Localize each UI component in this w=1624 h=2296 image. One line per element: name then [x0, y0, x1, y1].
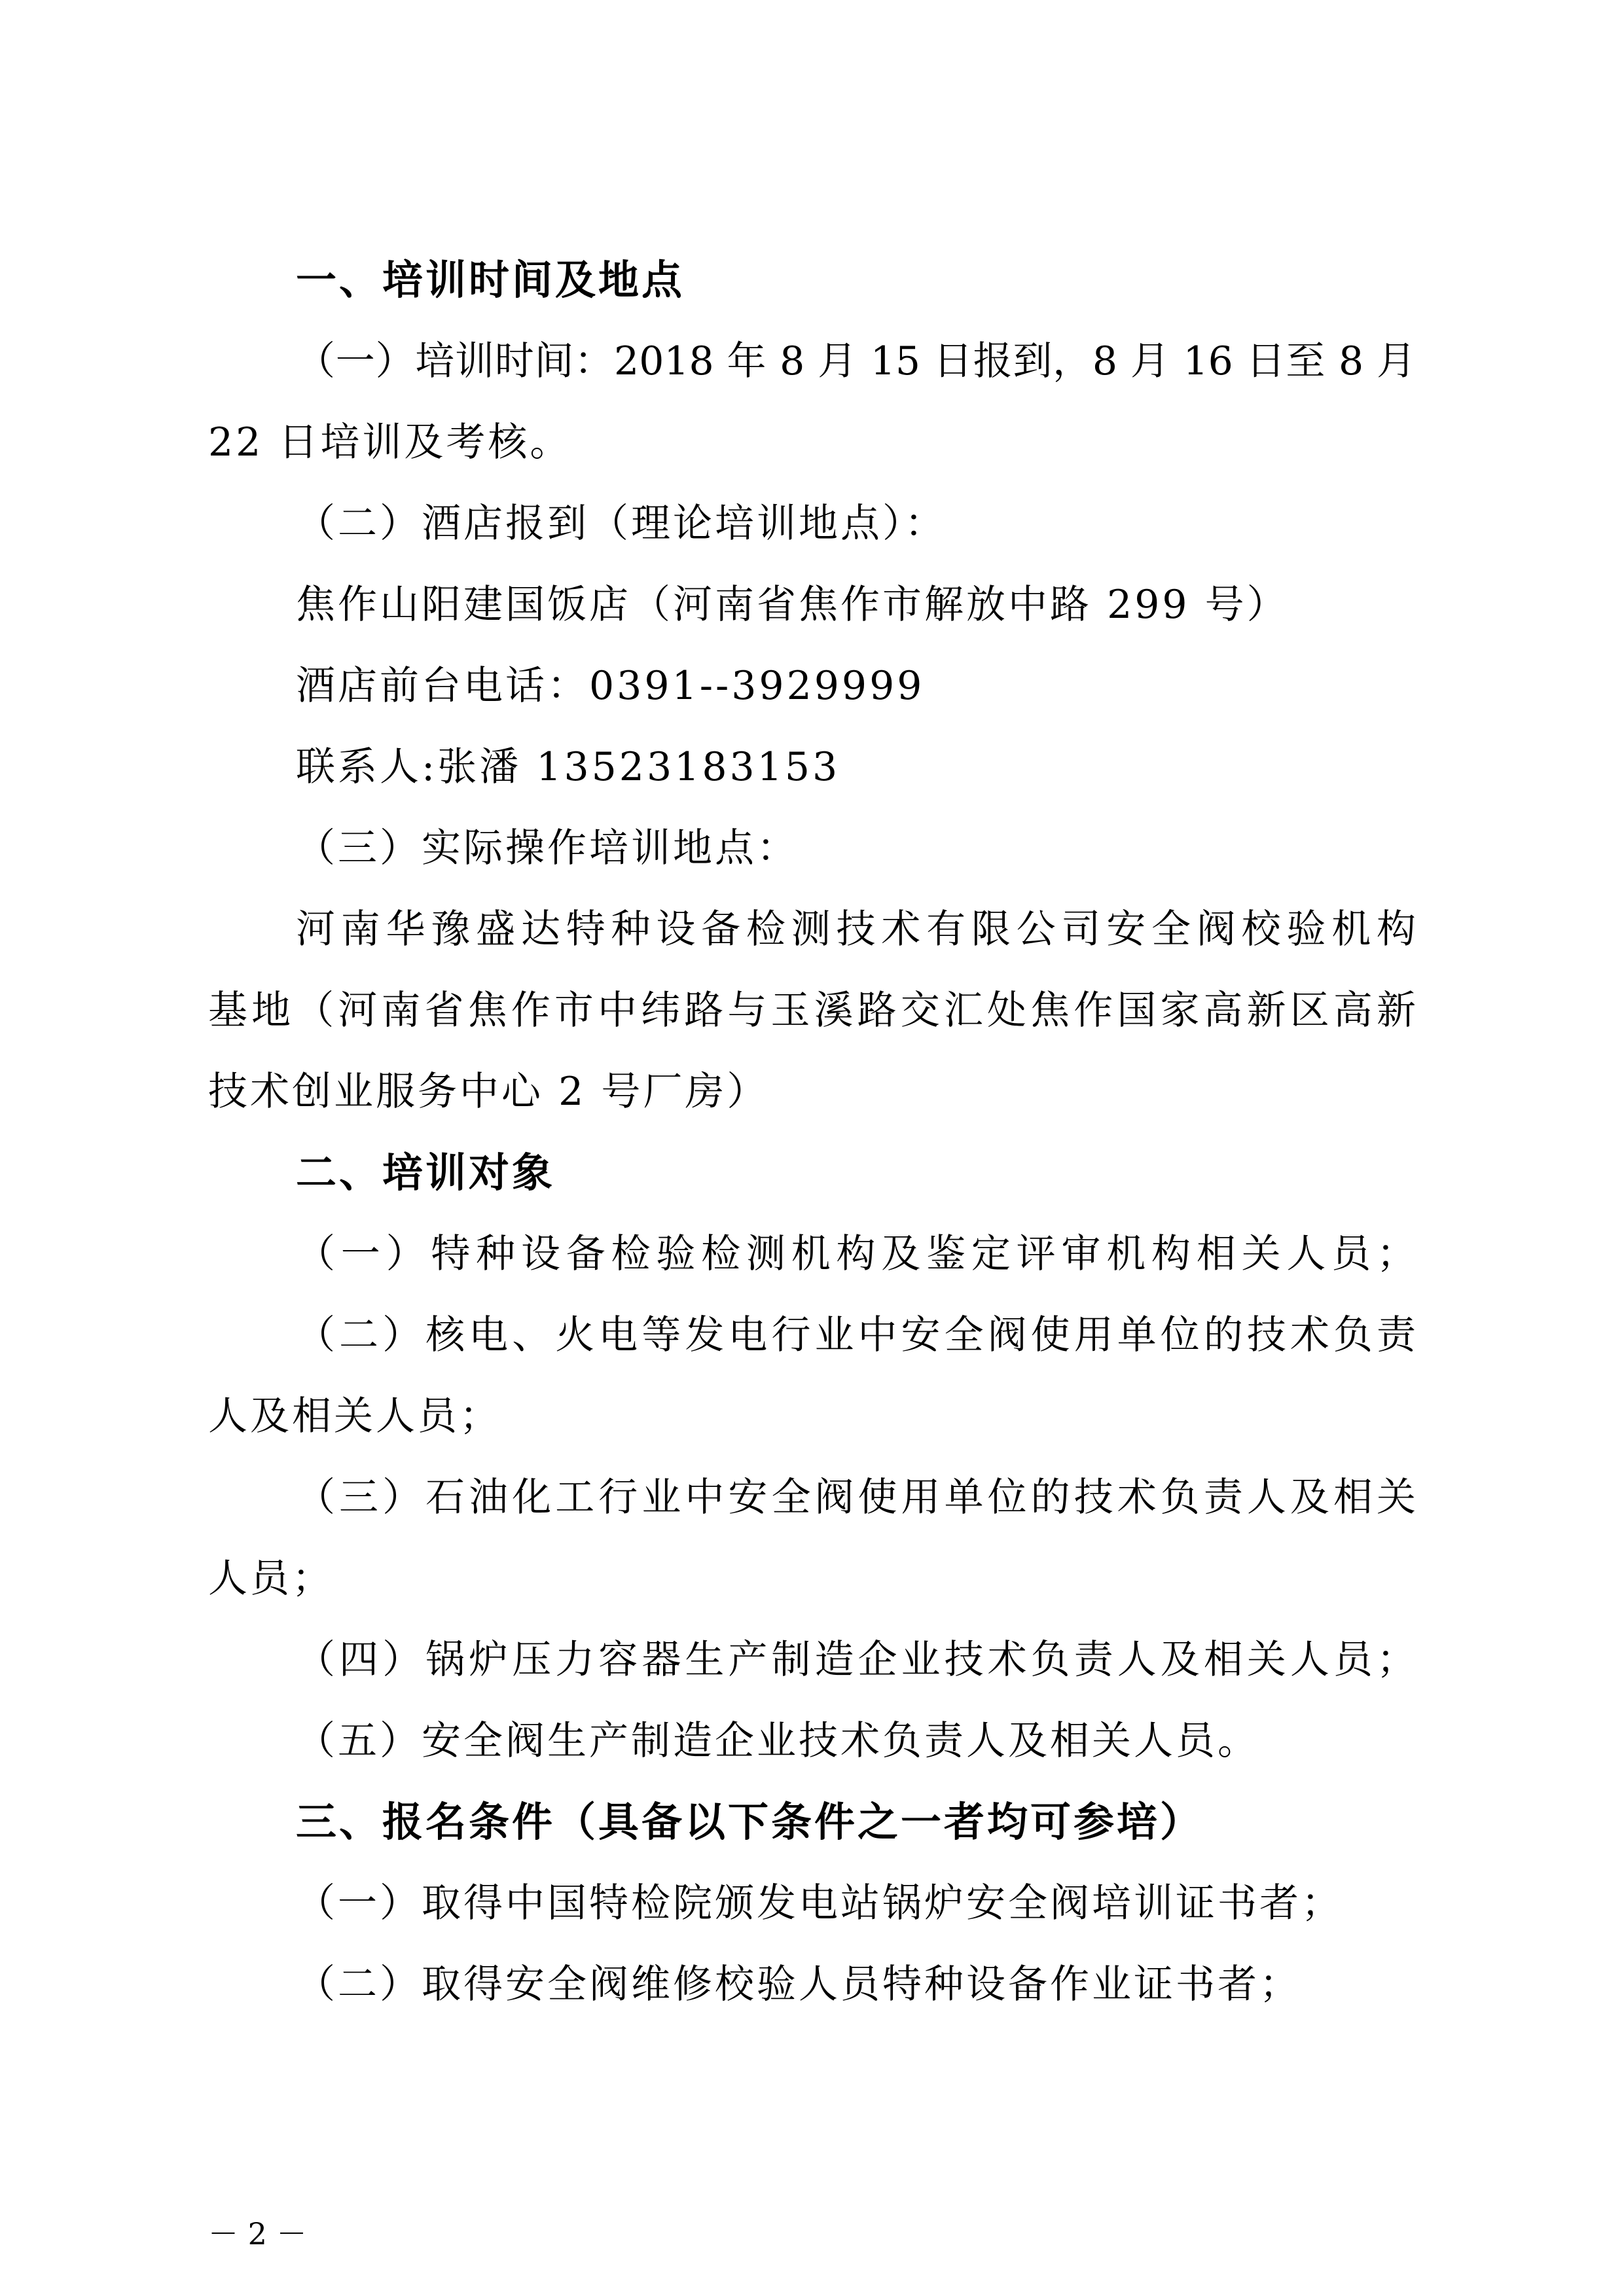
paragraph-line: 人员；	[208, 1556, 334, 1602]
paragraph-line: （一）取得中国特检院颁发电站锅炉安全阀培训证书者；	[296, 1880, 1343, 1926]
paragraph-line: 人及相关人员；	[208, 1393, 501, 1439]
paragraph-line: （四）锅炉压力容器生产制造企业技术负责人及相关人员；	[296, 1637, 1416, 1683]
paragraph-line: 河南华豫盛达特种设备检测技术有限公司安全阀校验机构	[296, 906, 1416, 952]
paragraph-line: （一）培训时间：2018 年 8 月 15 日报到，8 月 16 日至 8 月	[296, 338, 1416, 384]
paragraph-line: 基地（河南省焦作市中纬路与玉溪路交汇处焦作国家高新区高新	[208, 988, 1416, 1033]
paragraph-line: （一）特种设备检验检测机构及鉴定评审机构相关人员；	[296, 1231, 1416, 1277]
paragraph-line: 酒店前台电话：0391--3929999	[296, 663, 925, 709]
paragraph-line: （二）酒店报到（理论培训地点）：	[296, 501, 947, 547]
section-heading-training-time-place: 一、培训时间及地点	[296, 256, 685, 304]
paragraph-line: （二）核电、火电等发电行业中安全阀使用单位的技术负责	[296, 1312, 1416, 1358]
paragraph-line: （二）取得安全阀维修校验人员特种设备作业证书者；	[296, 1962, 1301, 2007]
paragraph-line: （三）石油化工行业中安全阀使用单位的技术负责人及相关	[296, 1475, 1416, 1520]
paragraph-line: 技术创业服务中心 2 号厂房）	[208, 1069, 769, 1115]
paragraph-line: 焦作山阳建国饭店（河南省焦作市解放中路 299 号）	[296, 582, 1289, 628]
paragraph-line: 22 日培训及考核。	[208, 420, 572, 465]
section-heading-registration-conditions: 三、报名条件（具备以下条件之一者均可参培）	[296, 1798, 1204, 1846]
paragraph-line: （五）安全阀生产制造企业技术负责人及相关人员。	[296, 1718, 1259, 1764]
section-heading-training-target: 二、培训对象	[296, 1149, 556, 1196]
paragraph-line: 联系人:张潘 13523183153	[296, 744, 840, 790]
paragraph-line: （三）实际操作培训地点：	[296, 825, 799, 871]
page-number: － 2 －	[208, 2216, 307, 2251]
